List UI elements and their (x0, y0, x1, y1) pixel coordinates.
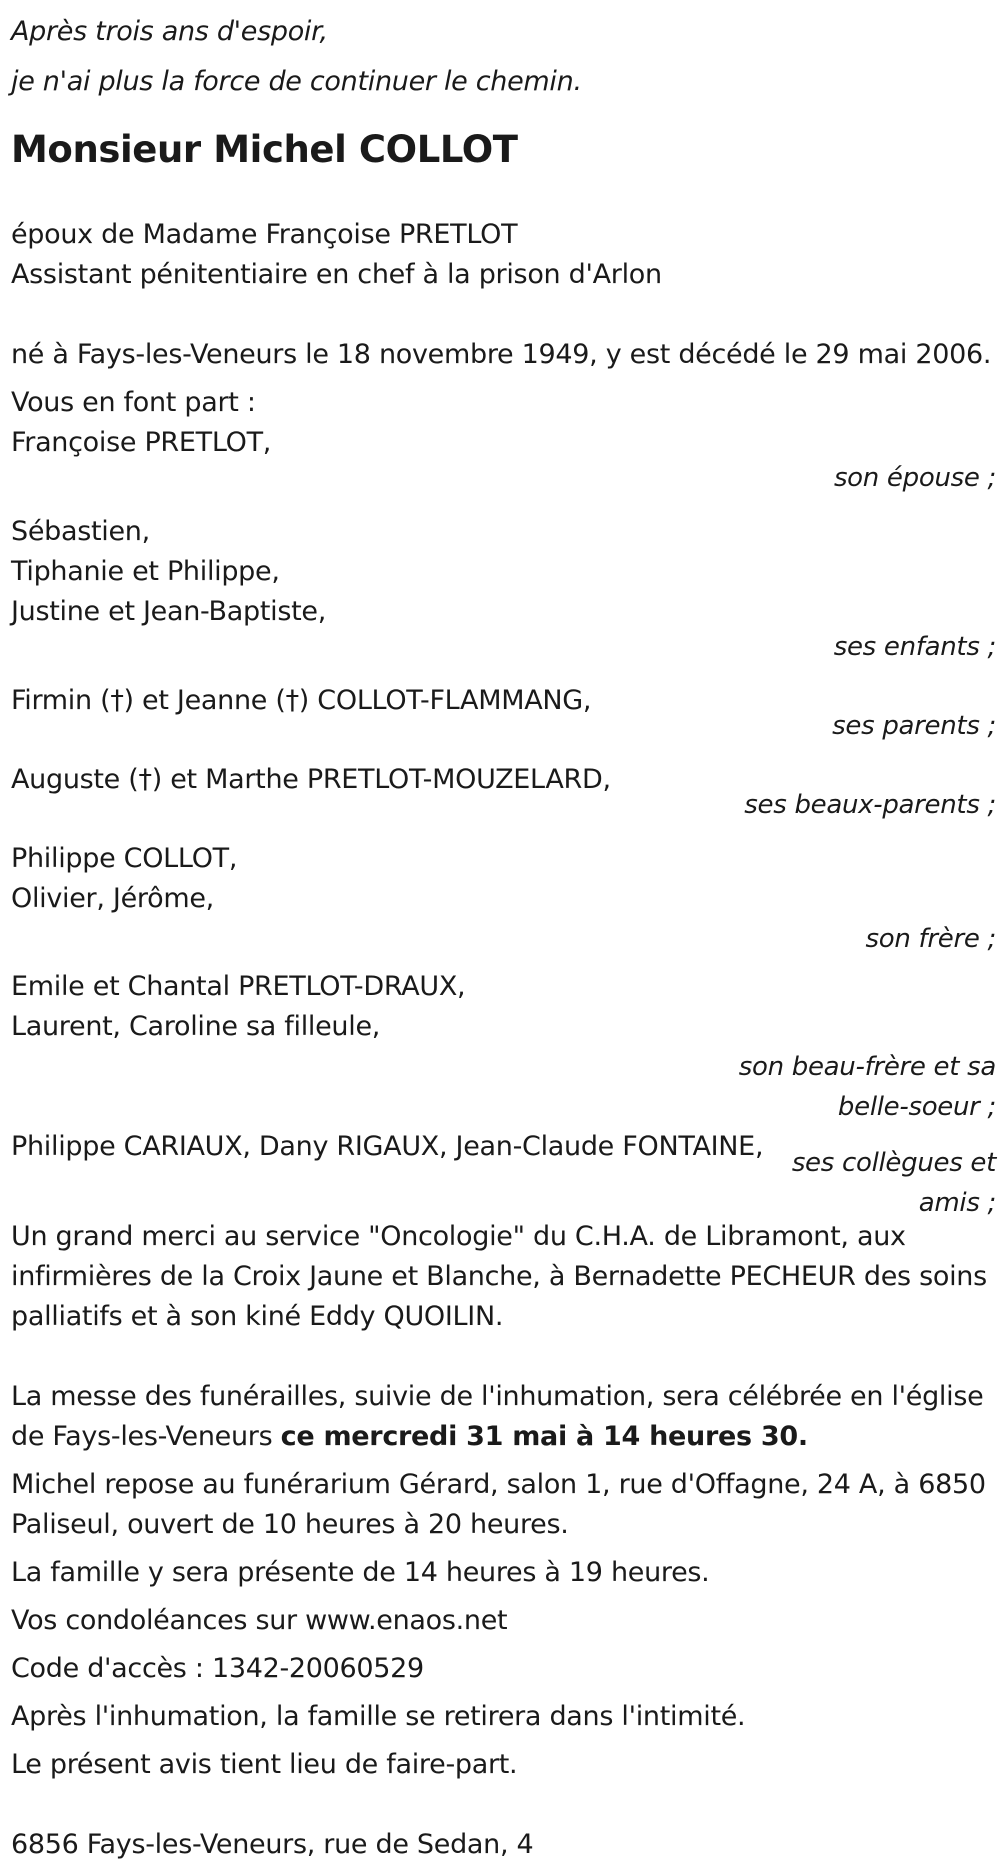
family-name-line: Firmin (†) et Jeanne (†) COLLOT-FLAMMANG, (11, 685, 592, 716)
info-line: La famille y sera présente de 14 heures à 19 heures. (11, 1557, 710, 1588)
info-line: Vos condoléances sur www.enaos.net (11, 1605, 508, 1636)
family-name-line: Tiphanie et Philippe, (11, 556, 280, 587)
family-group (11, 839, 996, 959)
relation-label: son frère ; (865, 924, 996, 954)
info-line: Le présent avis tient lieu de faire-part. (11, 1749, 518, 1780)
epigraph-line: Après trois ans d'espoir, (11, 16, 328, 47)
relation-label: ses enfants ; (833, 632, 996, 662)
epigraph (11, 7, 993, 107)
relation-label: ses parents ; (832, 711, 996, 741)
relation-label: belle-soeur ; (837, 1092, 996, 1122)
relation-label: son épouse ; (833, 463, 996, 493)
funeral-paragraph (11, 1377, 996, 1457)
relation-label: ses collègues et (791, 1148, 996, 1178)
family-group (11, 512, 996, 667)
info-line: Michel repose au funérarium Gérard, salon 1, rue d'Offagne, 24 A, à 6850 Paliseul, ouvert de 10 heures à 20 heures. (11, 1469, 986, 1540)
info-line: Après l'inhumation, la famille se retirera dans l'intimité. (11, 1701, 746, 1732)
birth-death-line: né à Fays-les-Veneurs le 18 novembre 1949, y est décédé le 29 mai 2006. (11, 339, 992, 370)
spouse-and-profession (11, 215, 993, 295)
epigraph-line: je n'ai plus la force de continuer le chemin. (11, 66, 582, 97)
relation-label: amis ; (918, 1188, 996, 1218)
family-group (11, 760, 996, 825)
thanks-paragraph: Un grand merci au service "Oncologie" du C.H.A. de Libramont, aux infirmières de la Croix Jaune et Blanche, à Bernadette PECHEUR des soins palliatifs et à son kiné Eddy QUOILIN. (11, 1221, 987, 1332)
family-name-line: Françoise PRETLOT, (11, 427, 272, 458)
address-line: 6856 Fays-les-Veneurs, rue de Sedan, 4 (11, 1829, 534, 1860)
info-line: Code d'accès : 1342-20060529 (11, 1653, 424, 1684)
deceased-name: Monsieur Michel COLLOT (11, 128, 518, 171)
family-group (11, 1127, 996, 1218)
funeral-date: ce mercredi 31 mai à 14 heures 30. (280, 1421, 808, 1452)
relation-label: ses beaux-parents ; (744, 790, 996, 820)
announcement-intro: Vous en font part : (11, 387, 256, 418)
relation-label: son beau-frère et sa (738, 1052, 996, 1082)
obituary-notice (11, 0, 996, 1865)
family-name-line: Justine et Jean-Baptiste, (11, 596, 326, 627)
funeral-text: La messe des funérailles, suivie de l'inhumation, sera célébrée en l'église de Fays-les-Veneurs (11, 1381, 984, 1452)
spouse-line: époux de Madame Françoise PRETLOT (11, 219, 518, 250)
family-name-line: Sébastien, (11, 516, 150, 547)
family-name-line: Laurent, Caroline sa filleule, (11, 1011, 381, 1042)
family-group (11, 423, 996, 498)
family-name-line: Auguste (†) et Marthe PRETLOT-MOUZELARD, (11, 764, 611, 795)
profession-line: Assistant pénitentiaire en chef à la prison d'Arlon (11, 259, 662, 290)
family-name-line: Philippe CARIAUX, Dany RIGAUX, Jean-Claude FONTAINE, (11, 1131, 764, 1162)
family-group (11, 967, 996, 1127)
relation-label-block (766, 1143, 996, 1223)
family-name-line: Emile et Chantal PRETLOT-DRAUX, (11, 971, 466, 1002)
family-group (11, 681, 996, 746)
family-name-line: Philippe COLLOT, (11, 843, 238, 874)
family-name-line: Olivier, Jérôme, (11, 883, 214, 914)
